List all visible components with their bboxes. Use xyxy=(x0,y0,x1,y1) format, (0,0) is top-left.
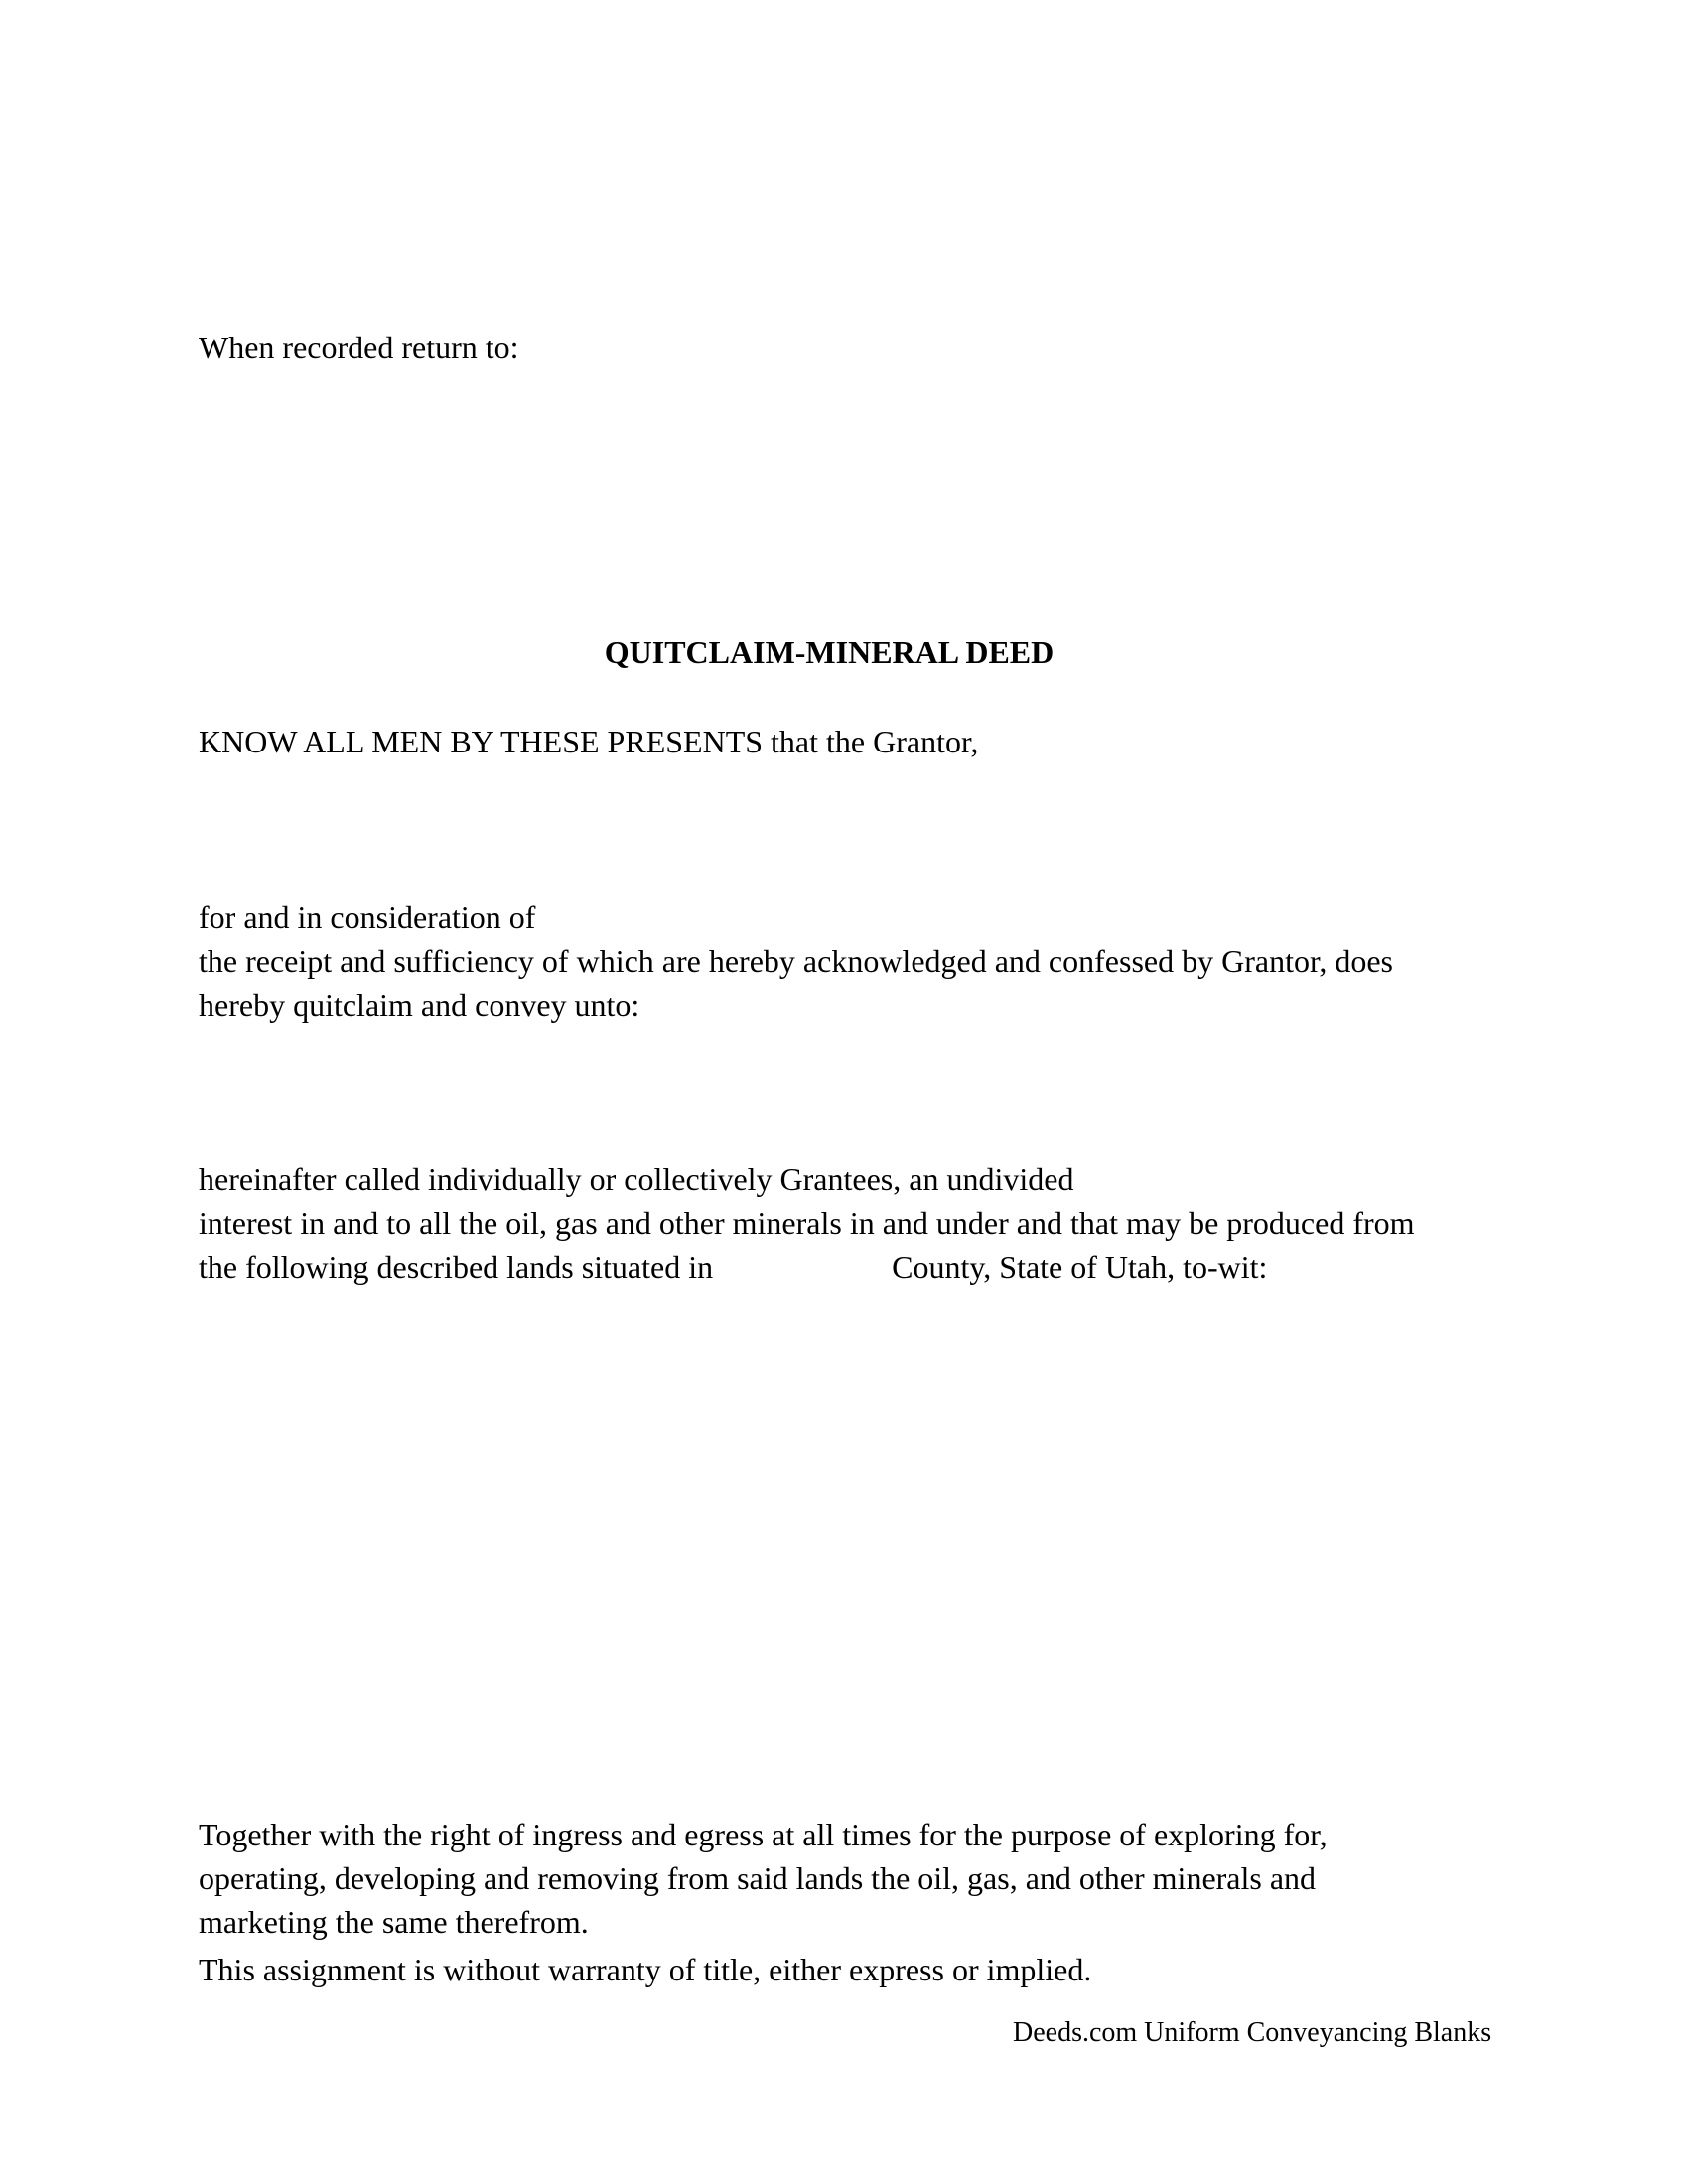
county-state-text: County, State of Utah, to-wit: xyxy=(892,1249,1268,1285)
ingress-line: Together with the right of ingress and egress at all times for the purpose of exploring for, xyxy=(199,1817,1328,1852)
lands-situated-text: the following described lands situated in xyxy=(199,1249,714,1285)
consideration-line: the receipt and sufficiency of which are hereby acknowledged and confessed by Grantor, does xyxy=(199,943,1393,979)
grantees-line xyxy=(199,1245,1267,1289)
consideration-line: for and in consideration of xyxy=(199,899,536,935)
grantees-line: hereinafter called individually or collectively Grantees, an undivided xyxy=(199,1161,1074,1197)
warranty-disclaimer: This assignment is without warranty of title, either express or implied. xyxy=(199,1952,1092,1987)
ingress-line: marketing the same therefrom. xyxy=(199,1904,589,1940)
grantor-intro: KNOW ALL MEN BY THESE PRESENTS that the Grantor, xyxy=(199,724,979,759)
consideration-line: hereby quitclaim and convey unto: xyxy=(199,987,640,1023)
return-to-label: When recorded return to: xyxy=(199,330,519,365)
page-title: QUITCLAIM-MINERAL DEED xyxy=(604,634,1055,670)
grantees-line: interest in and to all the oil, gas and other minerals in and under and that may be produced from xyxy=(199,1205,1415,1241)
ingress-line: operating, developing and removing from said lands the oil, gas, and other minerals and xyxy=(199,1860,1317,1896)
footer-text: Deeds.com Uniform Conveyancing Blanks xyxy=(1013,2017,1492,2048)
